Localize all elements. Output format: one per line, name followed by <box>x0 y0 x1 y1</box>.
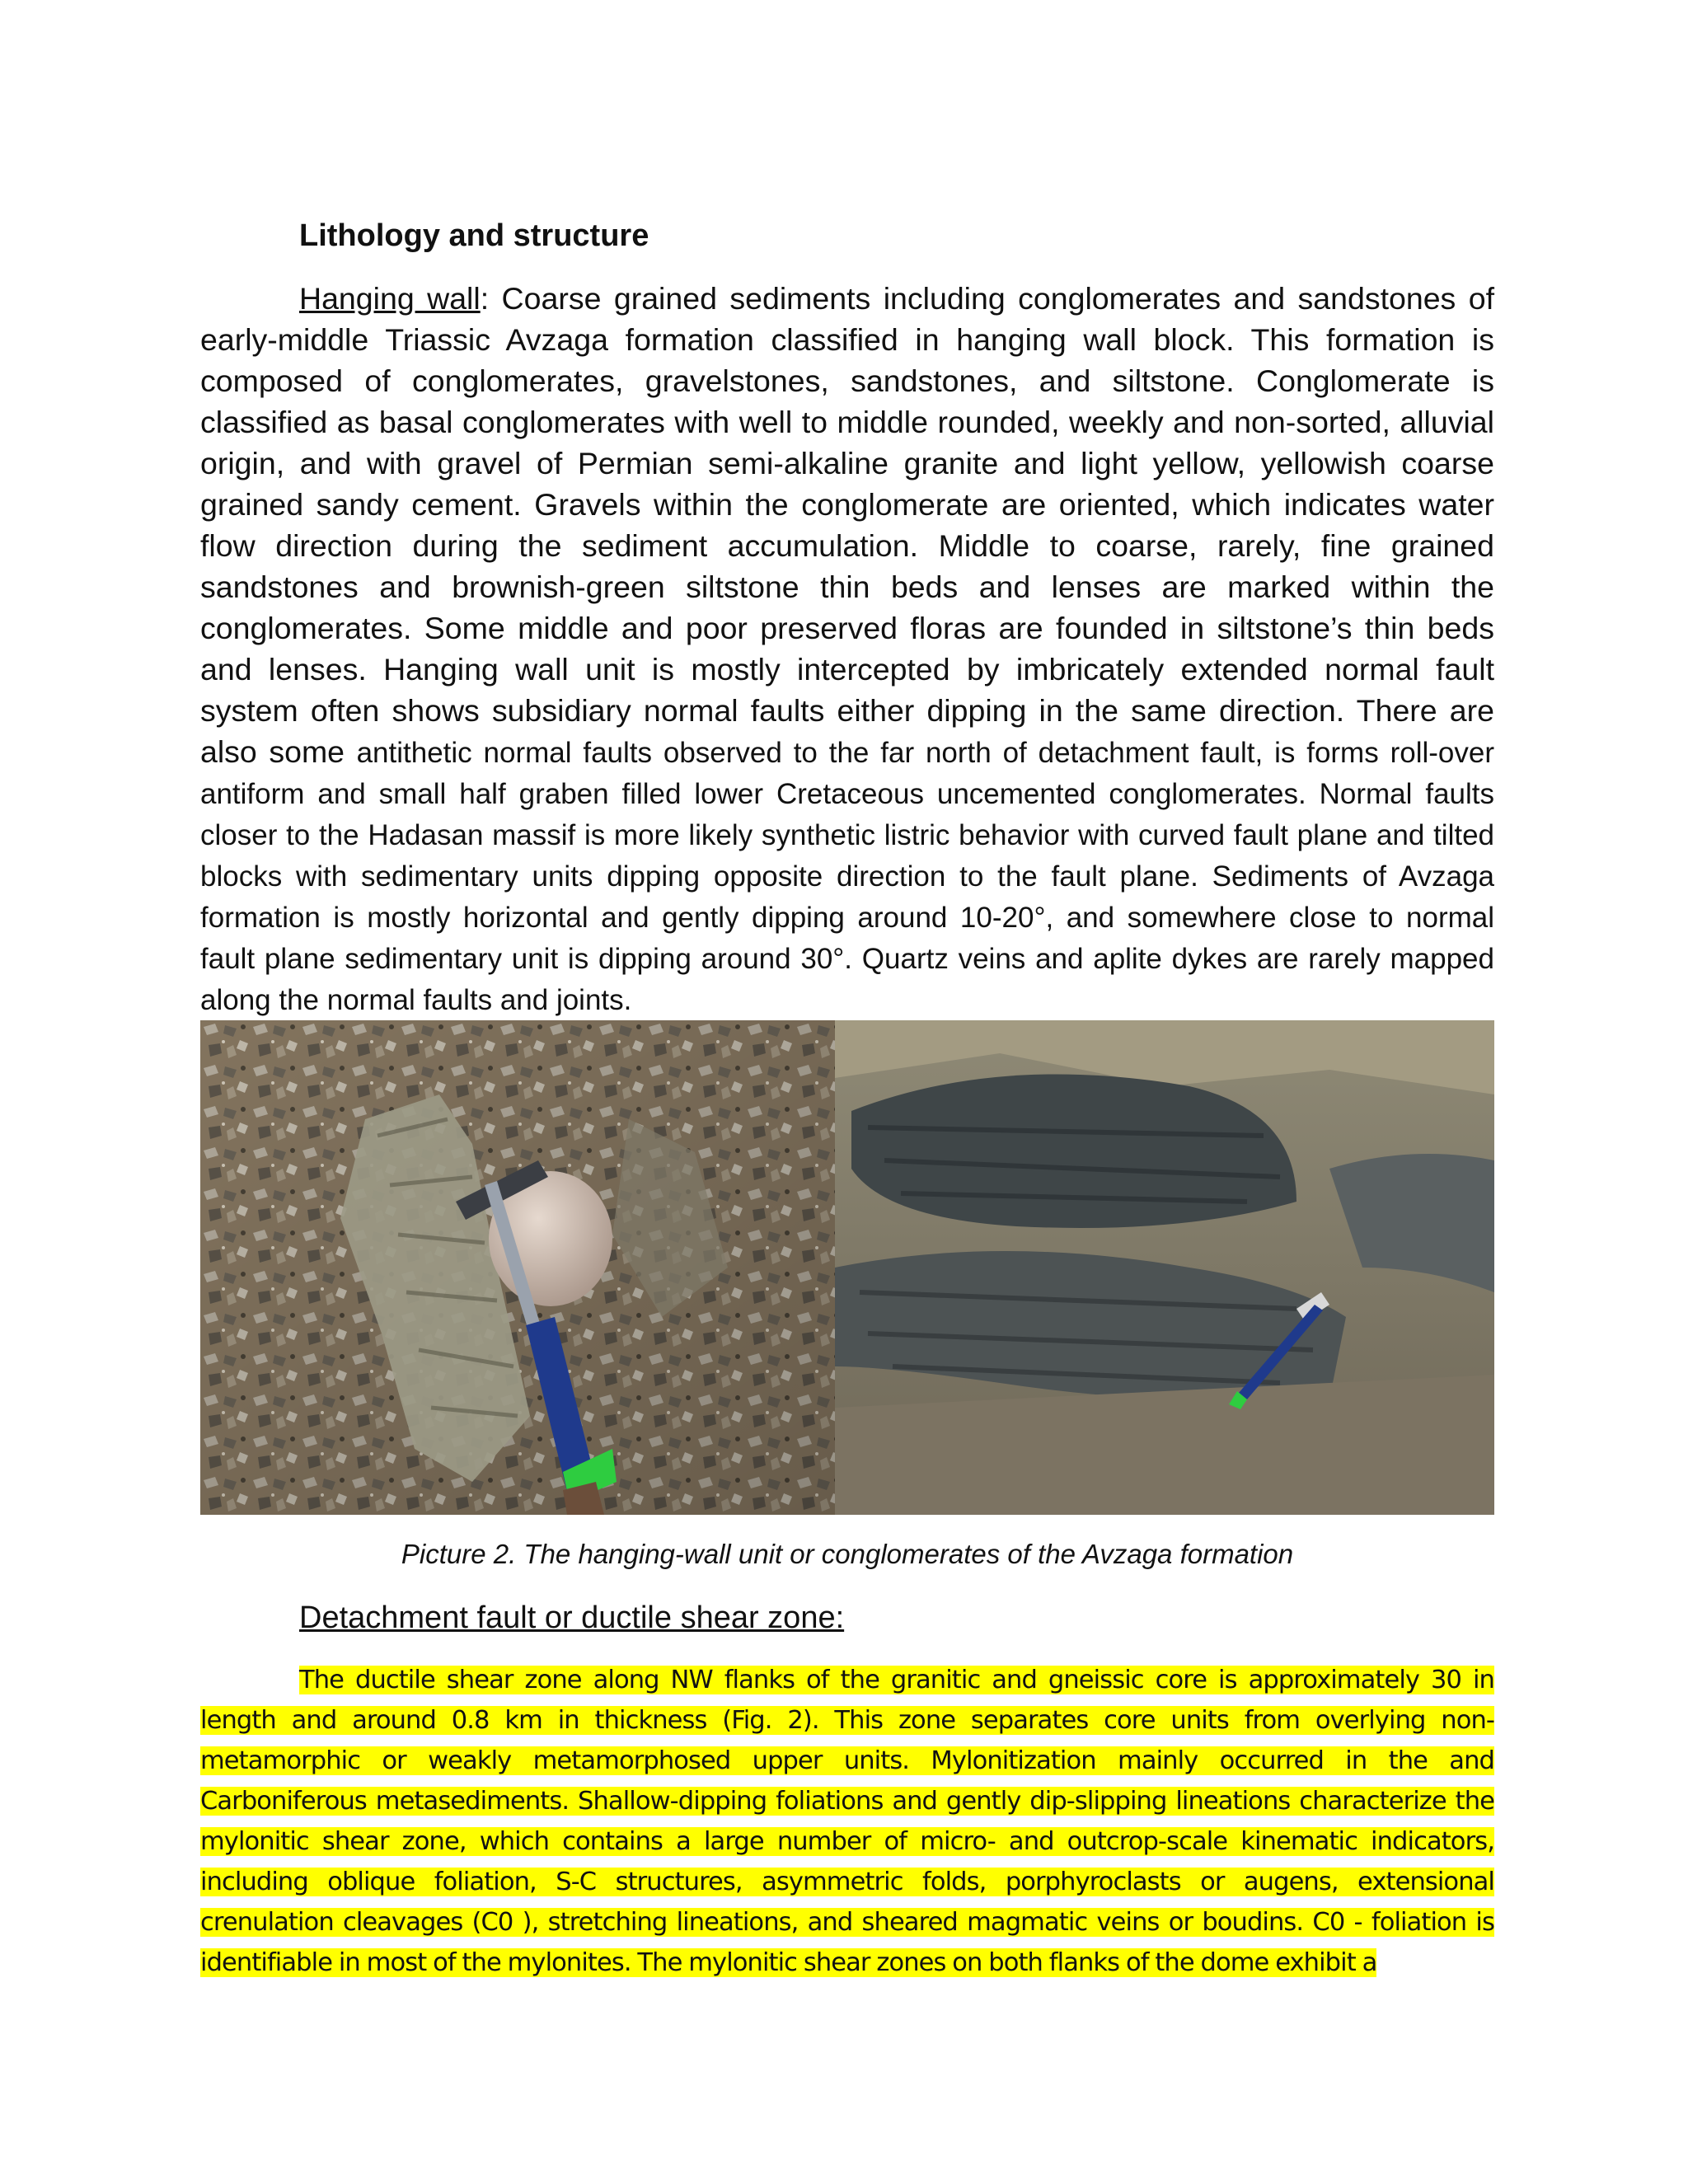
highlighted-text: The ductile shear zone along NW flanks of the granitic and gneissic core is approximately 30 in length and around 0.8 km in thickness (Fig. 2). This zone separates core units from overlying non-metamorphic or weakly metamorphosed upper units. Mylonitization mainly occurred in the and Carboniferous metasediments. Shallow-dipping foliations and gently dip-slipping lineations characterize the mylonitic shear zone, which contains a large number of micro- and outcrop-scale kinematic indicators, including oblique foliation, S-C structures, asymmetric folds, porphyroclasts or augens, extensional crenulation cleavages (C0 ), stretching lineations, and sheared magmatic veins or boudins. C0 - foliation is identifiable in most of the mylonites. The mylonitic shear zones on both flanks of the dome exhibit a <box>200 1666 1494 1977</box>
section-heading: Lithology and structure <box>299 218 649 253</box>
detachment-paragraph <box>200 1660 1494 1983</box>
photo-conglomerate-boulder <box>200 1020 835 1515</box>
figure-caption: Picture 2. The hanging-wall unit or conglomerates of the Avzaga formation <box>401 1539 1294 1569</box>
detachment-heading: Detachment fault or ductile shear zone: <box>299 1601 845 1635</box>
hanging-wall-paragraph <box>200 278 1494 1019</box>
photo-outcrop-hammer <box>835 1020 1494 1515</box>
hanging-wall-text: : Coarse grained sediments including conglomerates and sandstones of early-middle Triassic Avzaga formation classified in hanging wall block. This formation is composed of conglomerates, gravelstones, sandstones, and siltstone. Conglomerate is classified as basal conglomerates with well to middle rounded, weekly and non-sorted, alluvial origin, and with gravel of Permian semi-alkaline granite and light yellow, yellowish coarse grained sandy cement. Gravels within the conglomerate are oriented, which indicates water flow direction during the sediment accumulation. Middle to coarse, rarely, fine grained sandstones and brownish-green siltstone thin beds and lenses are marked within the conglomerates. Some middle and poor preserved floras are founded in siltstone’s thin beds and lenses. Hanging wall unit is mostly intercepted by imbricately extended normal fault system often shows subsidiary normal faults either dipping in the same direction. There are also some <box>200 281 1495 769</box>
outcrop-photos <box>200 1020 1494 1515</box>
hanging-wall-label: Hanging wall <box>299 281 481 316</box>
hanging-wall-text-continued: antithetic normal faults observed to the far north of detachment fault, is forms roll-over antiform and small half graben filled lower Cretaceous uncemented conglomerates. Normal faults closer to the Hadasan massif is more likely synthetic listric behavior with curved fault plane and tilted blocks with sedimentary units dipping opposite direction to the fault plane. Sediments of Avzaga formation is mostly horizontal and gently dipping around 10-20°, and somewhere close to normal fault plane sedimentary unit is dipping around 30°. Quartz veins and aplite dykes are rarely mapped along the normal faults and joints. <box>200 737 1494 1016</box>
